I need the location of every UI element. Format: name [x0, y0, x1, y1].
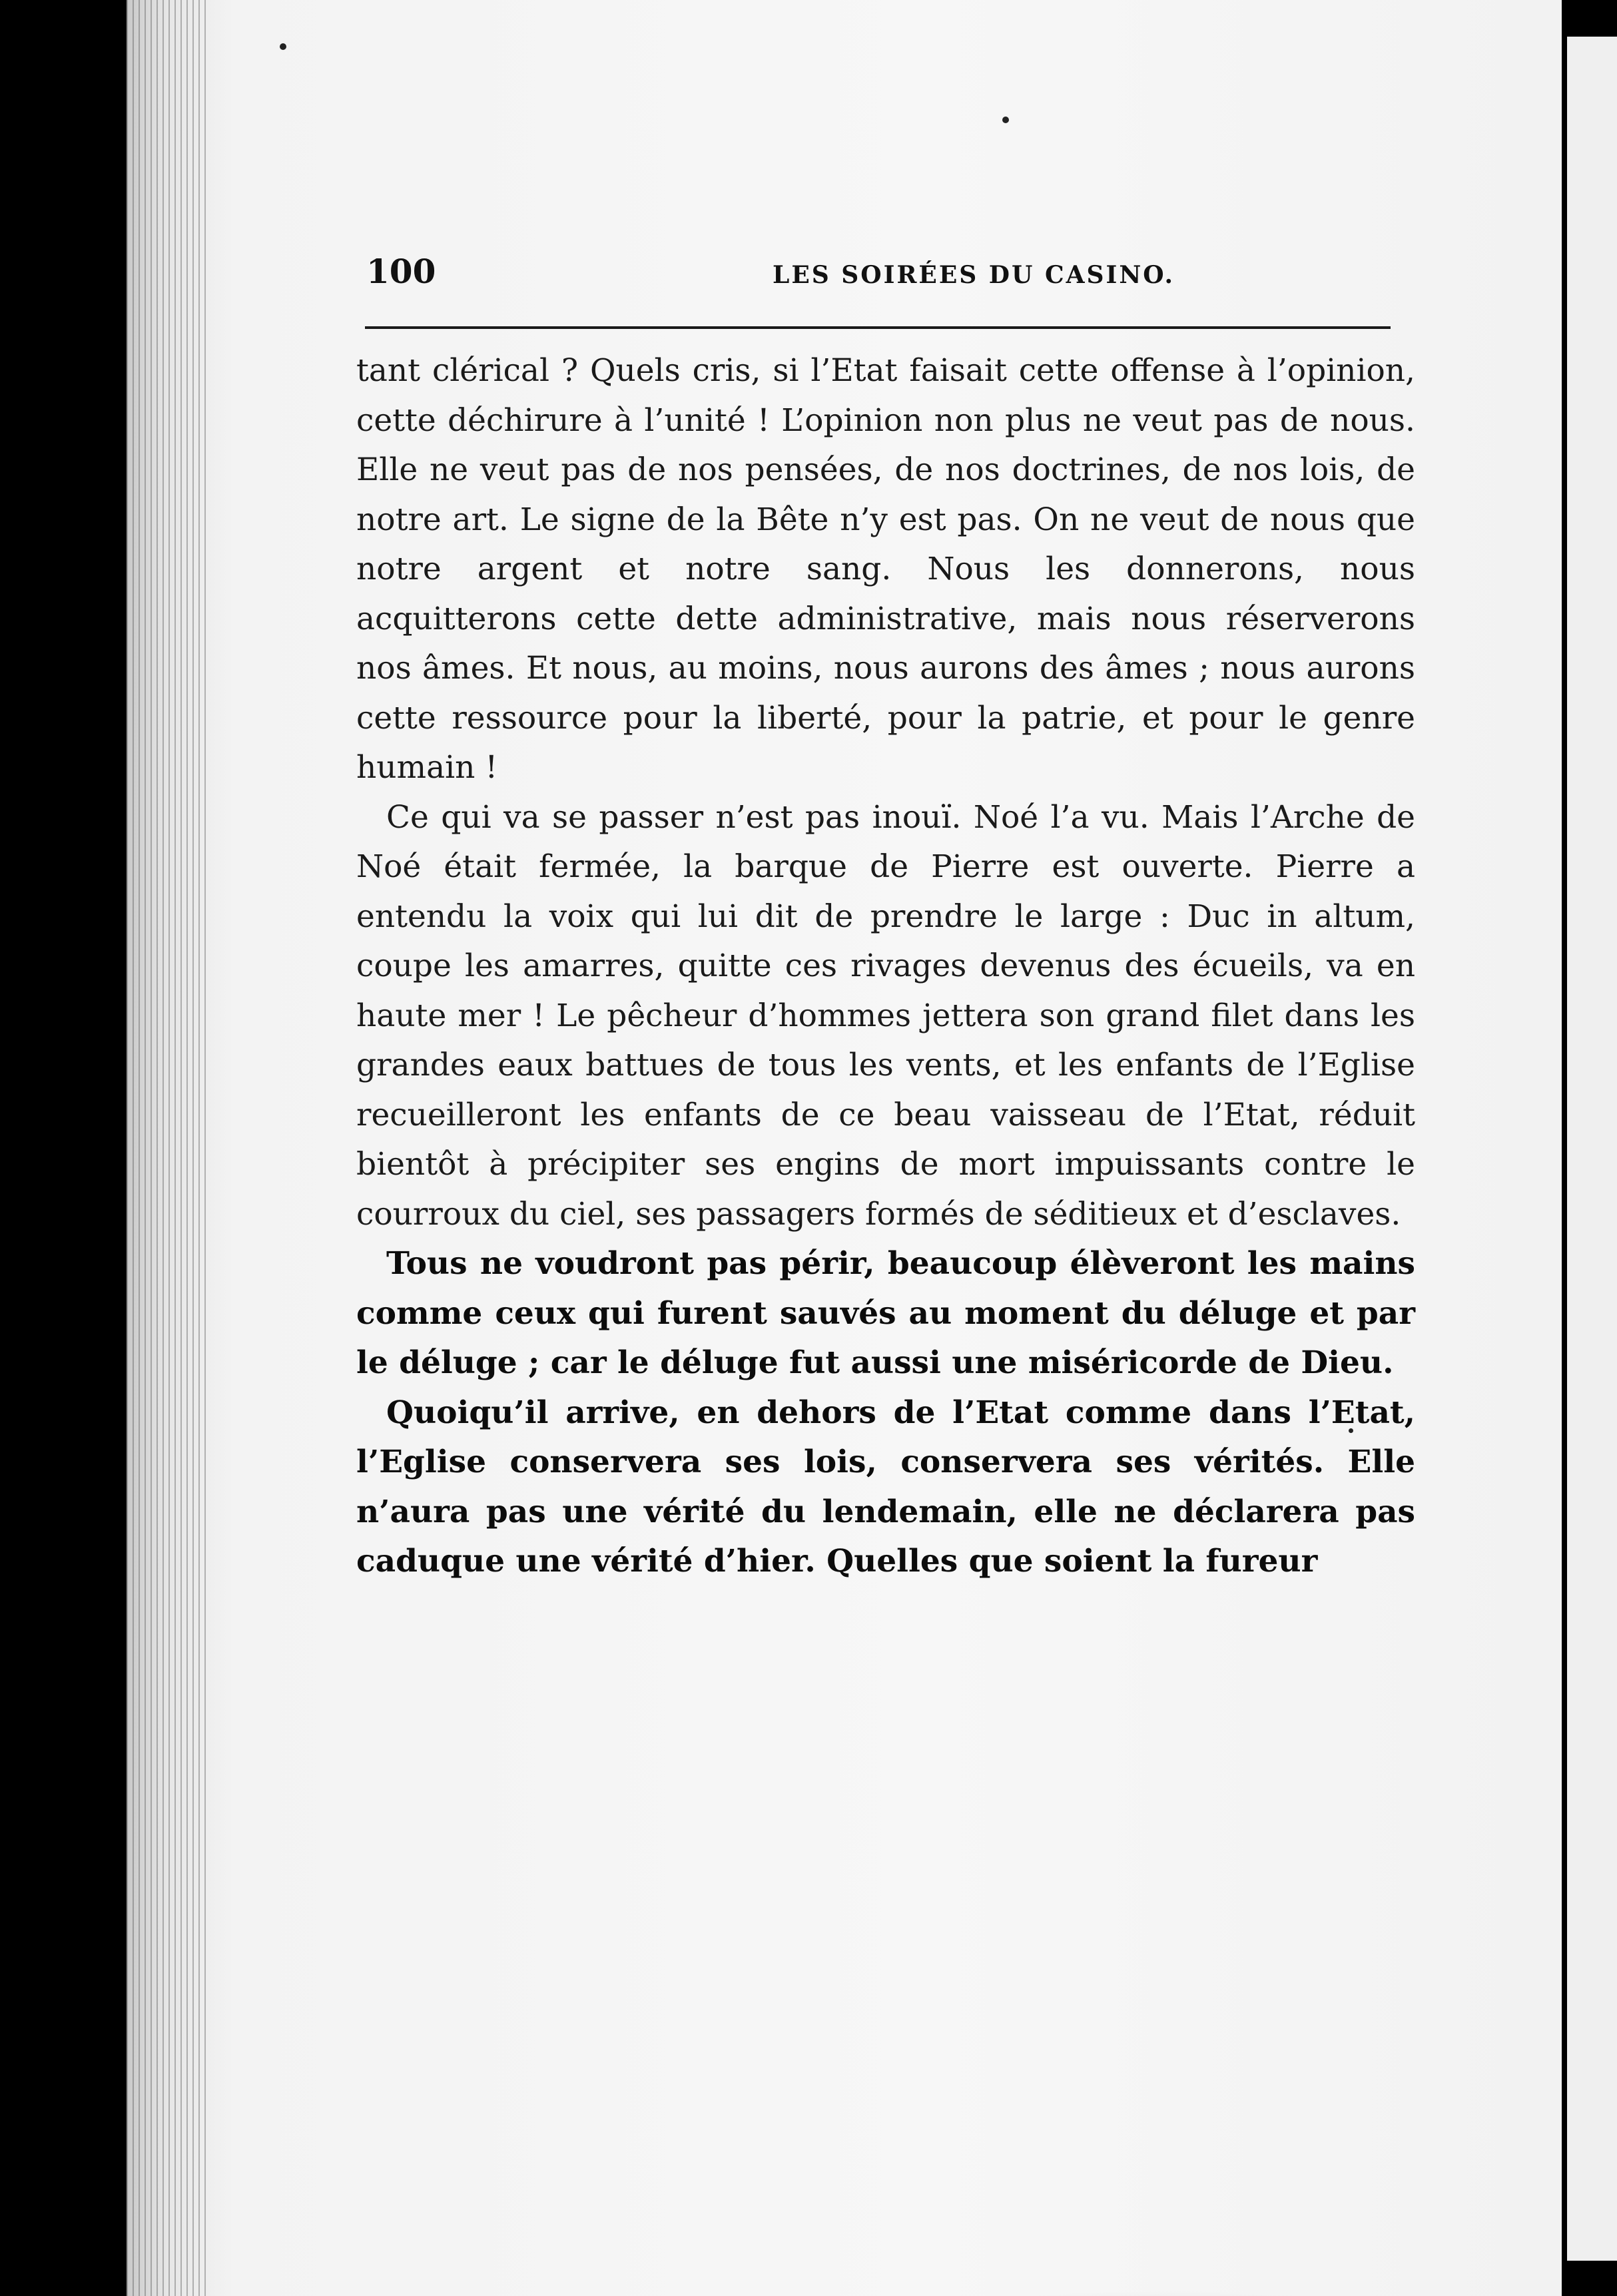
- page-header: [366, 252, 1399, 298]
- adjacent-page-edge: [1567, 37, 1617, 2261]
- gutter-shadow: [1562, 0, 1567, 2296]
- dust-speck: [280, 43, 286, 50]
- header-rule: [365, 326, 1391, 329]
- paragraph: tant clérical ? Quels cris, si l’Etat faisait cette offense à l’opinion, cette déchirure à l’unité ! L’opinion non plus ne veut pas de nous. Elle ne veut pas de nos pensées, de nos doctrines, de nos lois, de notre art. Le signe de la Bête n’y est pas. On ne veut de nous que notre argent et notre sang. Nous les donnerons, nous acquitterons cette dette administrative, mais nous réserverons nos âmes. Et nous, au moins, nous aurons des âmes ; nous aurons cette ressource pour la liberté, pour la patrie, et pour le genre humain !: [356, 352, 1415, 786]
- page-number: 100: [366, 252, 436, 291]
- dust-speck: [1002, 117, 1009, 123]
- paragraph: Quoiqu’il arrive, en dehors de l’Etat comme dans l’Etat, l’Eglise conservera ses lois, conservera ses vérités. Elle n’aura pas une vérité du lendemain, elle ne déclarera pas caduque une vérité d’hier. Quelles que soient la fureur: [356, 1394, 1415, 1579]
- running-title: LES SOIRÉES DU CASINO.: [773, 261, 1175, 289]
- paragraph: Tous ne voudront pas périr, beaucoup élèveront les mains comme ceux qui furent sauvés au moment du déluge et par le déluge ; car le déluge fut aussi une miséricorde de Dieu.: [356, 1245, 1415, 1381]
- page-edge-shading: [127, 0, 206, 2296]
- paragraph: Ce qui va se passer n’est pas inouï. Noé l’a vu. Mais l’Arche de Noé était fermée, la barque de Pierre est ouverte. Pierre a entendu la voix qui lui dit de prendre le large : Duc in altum, coupe les amarres, quitte ces rivages devenus des écueils, va en haute mer ! Le pêcheur d’hommes jettera son grand filet dans les grandes eaux battues de tous les vents, et les enfants de l’Eglise recueilleront les enfants de ce beau vaisseau de l’Etat, réduit bientôt à précipiter ses engins de mort impuissants contre le courroux du ciel, ses passagers formés de séditieux et d’esclaves.: [356, 798, 1415, 1233]
- body-text: [356, 346, 1415, 1587]
- bleed-through-smudge: [879, 2291, 1452, 2296]
